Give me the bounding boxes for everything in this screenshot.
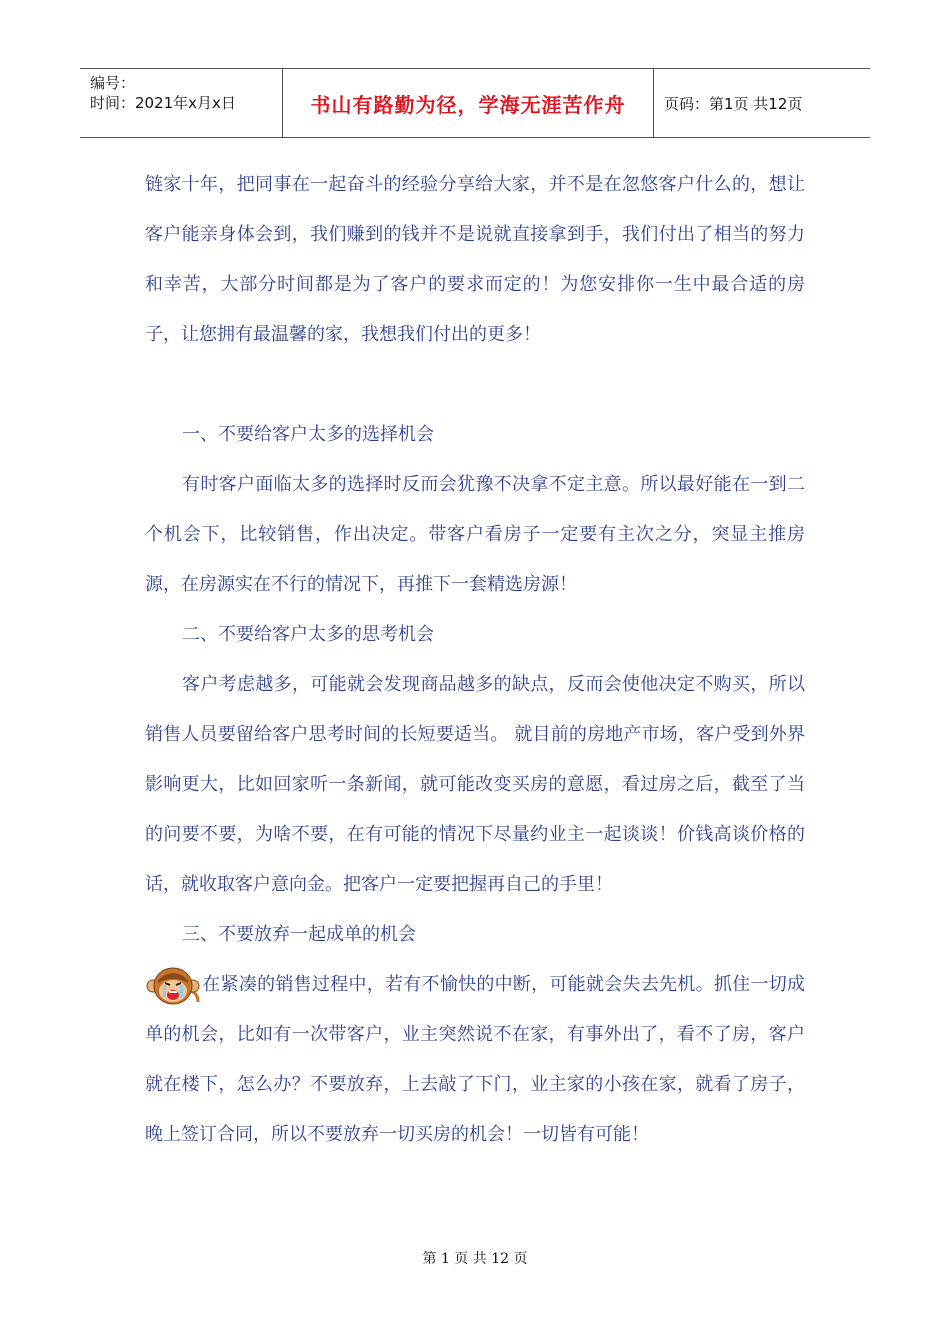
header-page-label: 页码：第1页 共12页 bbox=[664, 94, 803, 113]
section-heading-3: 三、不要放弃一起成单的机会 bbox=[182, 924, 416, 945]
intro-paragraph: 链家十年，把同事在一起奋斗的经验分享给大家，并不是在忽悠客户什么的，想让客户能亲身体会到，我们赚到的钱并不是说就直接拿到手，我们付出了相当的努力和幸苦，大部分时间都是为了客户的要求而定的！为您安排你一生中最合适的房子，让您拥有最温馨的家，我想我们付出的更多！ bbox=[145, 174, 805, 345]
section-heading-2: 二、不要给客户太多的思考机会 bbox=[182, 624, 434, 645]
paragraph-spacer bbox=[145, 360, 805, 410]
section-paragraph-3-container bbox=[145, 960, 805, 1160]
header-motto: 书山有路勤为径，学海无涯苦作舟 bbox=[282, 69, 654, 137]
page-footer: 第 1 页 共 12 页 bbox=[422, 1251, 528, 1267]
section-paragraph-3: 在紧凑的销售过程中，若有不愉快的中断，可能就会失去先机。抓住一切成单的机会，比如有一次带客户，业主突然说不在家，有事外出了，看不了房，客户就在楼下，怎么办？不要放弃，上去敲了下门，业主家的小孩在家，就看了房子，晚上签订合同，所以不要放弃一切买房的机会！一切皆有可能！ bbox=[145, 974, 805, 1145]
header-meta bbox=[80, 69, 282, 137]
crying-monkey-icon bbox=[144, 960, 202, 1010]
date-label: 时间：2021年x月x日 bbox=[90, 94, 236, 112]
section-paragraph-1: 有时客户面临太多的选择时反而会犹豫不决拿不定主意。所以最好能在一到二个机会下，比较销售，作出决定。带客户看房子一定要有主次之分，突显主推房源，在房源实在不行的情况下，再推下一套精选房源！ bbox=[145, 474, 805, 595]
section-heading-1: 一、不要给客户太多的选择机会 bbox=[182, 424, 434, 445]
document-header bbox=[80, 68, 870, 138]
number-label: 编号： bbox=[90, 74, 136, 92]
document-body bbox=[145, 160, 805, 1160]
section-paragraph-2: 客户考虑越多，可能就会发现商品越多的缺点，反而会使他决定不购买，所以销售人员要留给客户思考时间的长短要适当。 就目前的房地产市场，客户受到外界影响更大，比如回家听一条新闻，就可能改变买房的意愿，看过房之后，截至了当的问要不要，为啥不要，在有可能的情况下尽量约业主一起谈谈！价钱高谈价格的话，就收取客户意向金。把客户一定要把握再自己的手里！ bbox=[145, 674, 805, 895]
